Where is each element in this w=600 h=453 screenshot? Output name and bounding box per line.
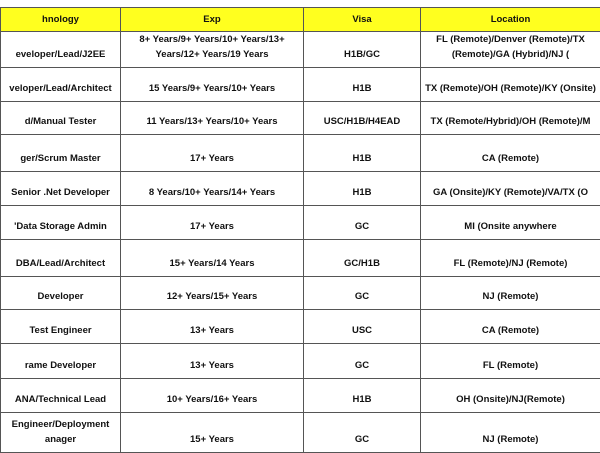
cell-location: TX (Remote)/OH (Remote)/KY (Onsite) xyxy=(421,68,600,102)
header-location: Location xyxy=(421,8,600,32)
cell-exp: 17+ Years xyxy=(121,206,304,240)
cell-location: NJ (Remote) xyxy=(421,413,600,453)
header-row xyxy=(1,8,600,32)
table-row xyxy=(1,172,600,206)
table-row xyxy=(1,135,600,172)
cell-technology: eveloper/Lead/J2EE xyxy=(1,32,121,68)
cell-technology: Test Engineer xyxy=(1,310,121,344)
cell-exp: 15+ Years xyxy=(121,413,304,453)
cell-exp: 15+ Years/14 Years xyxy=(121,240,304,277)
cell-visa: GC xyxy=(304,413,421,453)
table-row xyxy=(1,310,600,344)
cell-visa: H1B xyxy=(304,172,421,206)
cell-technology: Senior .Net Developer xyxy=(1,172,121,206)
cell-exp: 12+ Years/15+ Years xyxy=(121,277,304,310)
table-row xyxy=(1,413,600,453)
cell-visa: USC xyxy=(304,310,421,344)
cell-location: TX (Remote/Hybrid)/OH (Remote)/M xyxy=(421,102,600,135)
table-row xyxy=(1,102,600,135)
cell-visa: USC/H1B/H4EAD xyxy=(304,102,421,135)
cell-technology: rame Developer xyxy=(1,344,121,379)
cell-visa: H1B xyxy=(304,68,421,102)
cell-exp: 11 Years/13+ Years/10+ Years xyxy=(121,102,304,135)
cell-exp: 15 Years/9+ Years/10+ Years xyxy=(121,68,304,102)
cell-exp: 17+ Years xyxy=(121,135,304,172)
header-exp: Exp xyxy=(121,8,304,32)
cell-visa: H1B xyxy=(304,135,421,172)
cell-exp: 13+ Years xyxy=(121,344,304,379)
cell-location: FL (Remote) xyxy=(421,344,600,379)
table-row xyxy=(1,206,600,240)
cell-exp: 10+ Years/16+ Years xyxy=(121,379,304,413)
job-requirements-table-wrapper xyxy=(0,7,600,453)
cell-technology: 'Data Storage Admin xyxy=(1,206,121,240)
cell-technology: d/Manual Tester xyxy=(1,102,121,135)
cell-location: FL (Remote)/Denver (Remote)/TX (Remote)/GA (Hybrid)/NJ ( xyxy=(421,32,600,68)
cell-location: CA (Remote) xyxy=(421,310,600,344)
header-technology: hnology xyxy=(1,8,121,32)
cell-location: MI (Onsite anywhere xyxy=(421,206,600,240)
table-row xyxy=(1,68,600,102)
table-row xyxy=(1,344,600,379)
cell-visa: GC xyxy=(304,206,421,240)
table-row xyxy=(1,32,600,68)
cell-location: CA (Remote) xyxy=(421,135,600,172)
cell-visa: H1B xyxy=(304,379,421,413)
cell-location: OH (Onsite)/NJ(Remote) xyxy=(421,379,600,413)
cell-technology: veloper/Lead/Architect xyxy=(1,68,121,102)
table-row xyxy=(1,240,600,277)
cell-exp: 8+ Years/9+ Years/10+ Years/13+ Years/12+ Years/19 Years xyxy=(121,32,304,68)
cell-exp: 13+ Years xyxy=(121,310,304,344)
cell-technology: ANA/Technical Lead xyxy=(1,379,121,413)
cell-visa: GC xyxy=(304,277,421,310)
table-row xyxy=(1,379,600,413)
cell-location: NJ (Remote) xyxy=(421,277,600,310)
cell-technology: Developer xyxy=(1,277,121,310)
cell-technology: Engineer/Deployment anager xyxy=(1,413,121,453)
header-visa: Visa xyxy=(304,8,421,32)
cell-visa: H1B/GC xyxy=(304,32,421,68)
table-row xyxy=(1,277,600,310)
cell-exp: 8 Years/10+ Years/14+ Years xyxy=(121,172,304,206)
cell-visa: GC xyxy=(304,344,421,379)
cell-technology: ger/Scrum Master xyxy=(1,135,121,172)
job-requirements-table xyxy=(0,7,600,453)
cell-visa: GC/H1B xyxy=(304,240,421,277)
cell-location: FL (Remote)/NJ (Remote) xyxy=(421,240,600,277)
cell-location: GA (Onsite)/KY (Remote)/VA/TX (O xyxy=(421,172,600,206)
cell-technology: DBA/Lead/Architect xyxy=(1,240,121,277)
